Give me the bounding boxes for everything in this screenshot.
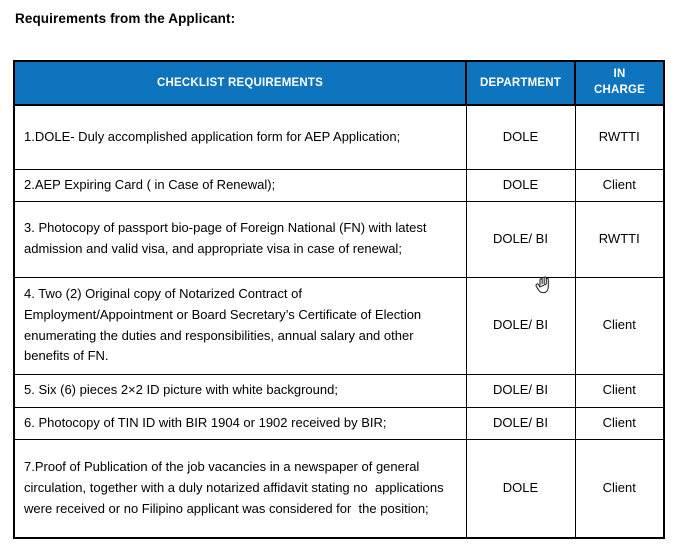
page-title: Requirements from the Applicant: bbox=[15, 11, 236, 26]
table-row bbox=[14, 407, 664, 439]
header-department: DEPARTMENT bbox=[466, 61, 575, 105]
department-cell: DOLE bbox=[466, 169, 575, 201]
in-charge-cell: Client bbox=[575, 277, 664, 374]
in-charge-cell: RWTTI bbox=[575, 105, 664, 169]
table-body bbox=[14, 105, 664, 538]
requirements-table bbox=[13, 60, 665, 539]
department-cell: DOLE/ BI bbox=[466, 201, 575, 277]
table-row bbox=[14, 277, 664, 374]
in-charge-cell: Client bbox=[575, 439, 664, 538]
header-in-charge-label: IN CHARGE bbox=[593, 68, 646, 96]
in-charge-cell: Client bbox=[575, 374, 664, 407]
table-row bbox=[14, 439, 664, 538]
requirement-cell: 4. Two (2) Original copy of Notarized Contract of Employment/Appointment or Board Secretary’s Certificate of Election enumerating the duties and responsibilities, annual salary and other benefits of FN. bbox=[14, 277, 466, 374]
requirement-cell: 5. Six (6) pieces 2×2 ID picture with white background; bbox=[14, 374, 466, 407]
department-cell: DOLE/ BI bbox=[466, 374, 575, 407]
table-row bbox=[14, 169, 664, 201]
header-in-charge bbox=[575, 61, 664, 105]
requirement-cell: 1.DOLE- Duly accomplished application form for AEP Application; bbox=[14, 105, 466, 169]
department-cell: DOLE/ BI bbox=[466, 277, 575, 374]
table-row bbox=[14, 374, 664, 407]
table-row bbox=[14, 105, 664, 169]
department-cell: DOLE/ BI bbox=[466, 407, 575, 439]
in-charge-cell: RWTTI bbox=[575, 201, 664, 277]
in-charge-cell: Client bbox=[575, 407, 664, 439]
requirement-cell: 3. Photocopy of passport bio-page of Foreign National (FN) with latest admission and valid visa, and appropriate visa in case of renewal; bbox=[14, 201, 466, 277]
header-checklist-requirements: CHECKLIST REQUIREMENTS bbox=[14, 61, 466, 105]
table-row bbox=[14, 201, 664, 277]
requirement-cell: 2.AEP Expiring Card ( in Case of Renewal); bbox=[14, 169, 466, 201]
in-charge-cell: Client bbox=[575, 169, 664, 201]
requirement-cell: 7.Proof of Publication of the job vacancies in a newspaper of general circulation, together with a duly notarized affidavit stating no applications were received or no Filipino applicant was considered for the position; bbox=[14, 439, 466, 538]
department-cell: DOLE bbox=[466, 439, 575, 538]
department-cell: DOLE bbox=[466, 105, 575, 169]
requirement-cell: 6. Photocopy of TIN ID with BIR 1904 or 1902 received by BIR; bbox=[14, 407, 466, 439]
table-header-row bbox=[14, 61, 664, 105]
